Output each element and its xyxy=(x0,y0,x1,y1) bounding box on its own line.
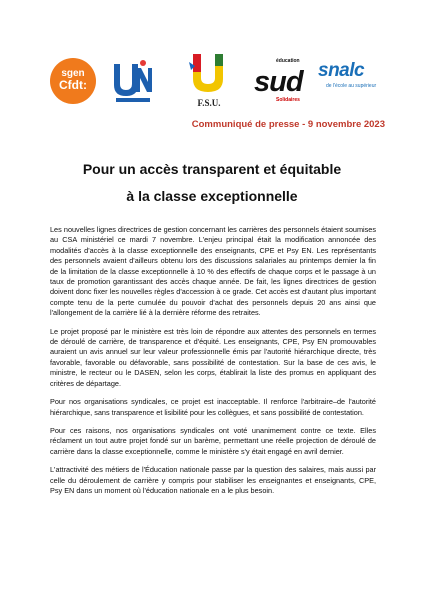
fsu-logo-text: F.S.U. xyxy=(197,98,221,108)
sud-bottom-text: Solidaires xyxy=(276,97,300,103)
snalc-tagline: de l'école au supérieur xyxy=(326,83,377,89)
paragraph: Pour nos organisations syndicales, ce projet est inacceptable. Il renforce l'arbitraire–de l'autorité hiérarchique, sans transparence et lisibilité pour les collègues, et sans possibilité de contestation. xyxy=(50,397,376,417)
paragraph: L'attractivité des métiers de l'Éducation nationale passe par la question des salaires, mais aussi par celle du déroulement de carrière y compris pour stabiliser les enseignantes et enseignants, CPE, Psy EN dans un moment où l'éducation nationale en a le plus besoin. xyxy=(50,465,376,495)
press-release-date: Communiqué de presse - 9 novembre 2023 xyxy=(191,119,385,130)
cfdt-logo-text: Cfdt: xyxy=(59,78,87,92)
sud-logo-text: sud xyxy=(254,66,303,98)
title-line-2: à la classe exceptionnelle xyxy=(126,188,298,204)
paragraph: Pour ces raisons, nos organisations syndicales ont voté unanimement contre ce texte. Elles réclament un tout autre projet fondé sur un barème, permettant une réelle projection de déroulé de carrière dans la classe exceptionnelle, comme le ministère s'y était engagé en avril dernier. xyxy=(50,425,376,456)
body-text xyxy=(50,225,376,504)
snalc-logo-text: snalc xyxy=(318,60,365,81)
union-logos xyxy=(50,52,380,110)
sgen-logo-text: sgen xyxy=(61,68,85,79)
unsa-logo xyxy=(110,58,154,104)
page-title xyxy=(0,160,424,206)
sud-education-logo xyxy=(246,56,308,106)
paragraph: Le projet proposé par le ministère est très loin de répondre aux attentes des personnels en termes de déroulé de carrière, de transparence et d'équité. Les enseignants, CPE, Psy EN promouvables auraient un avis annuel sur leur valeur professionnelle émis par l'autorité hiérarchique directe, très favorable, favorable ou défavorable, sans possibilité de contestation. Sur la base de ces avis, le ministre, le recteur ou le DASEN, selon les corps, établirait la liste des promus en appliquant des critères de départage. xyxy=(50,326,376,388)
sgen-cfdt-logo xyxy=(50,58,96,104)
fsu-logo xyxy=(187,52,231,110)
sud-top-text: éducation xyxy=(276,58,300,64)
paragraph: Les nouvelles lignes directrices de gestion concernant les carrières des personnels étaient soumises au CSA ministériel ce mardi 7 novembre. L'enjeu principal était la modification annoncée des modalités d'accès à la classe exceptionnelle des enseignants, CPE et Psy EN. Les représentants des personnels avaient d'ailleurs obtenu lors des discussions salariales au printemps dernier la fin de la limitation de la classe exceptionnelle à 10 % des effectifs de chaque corps et le passage à un taux de promotion garantissant des accès chaque année. De fait, les lignes directrices de gestion doivent donc fixer les nouvelles règles d'accession à ce grade. Cet accès est d'autant plus important compte tenu de la perte cumulée du pouvoir d'achat des personnels depuis 20 ans ainsi que l'allongement de la carrière lié à la dernière réforme des retraites. xyxy=(50,225,376,318)
title-line-1: Pour un accès transparent et équitable xyxy=(82,161,342,177)
snalc-logo xyxy=(316,58,384,98)
